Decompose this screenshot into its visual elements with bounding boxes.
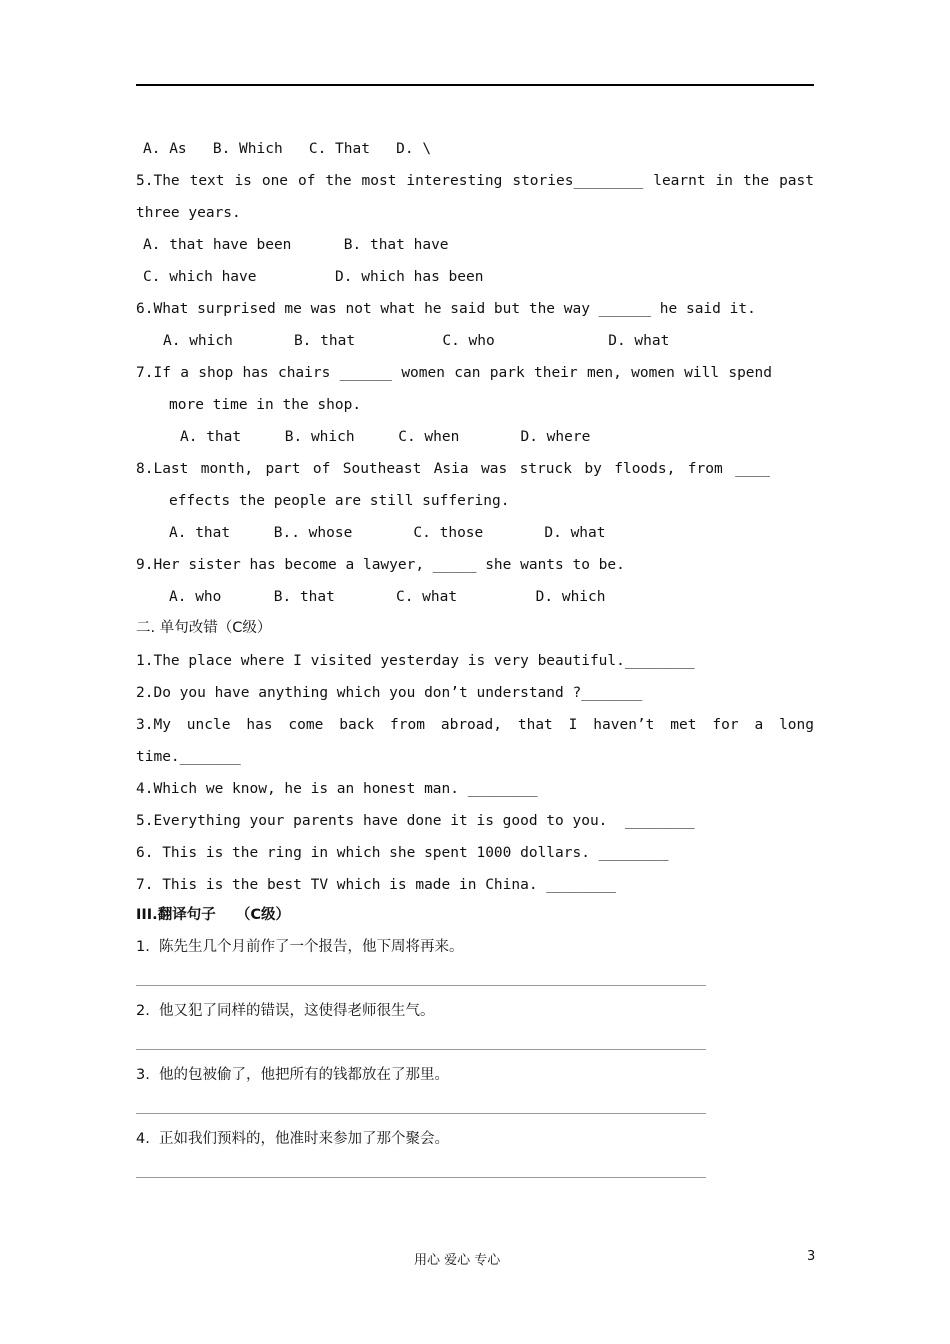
correction-2: 2.Do you have anything which you don’t understand ?_______ xyxy=(136,685,643,701)
q8-stem-line2: effects the people are still suffering. xyxy=(169,493,510,509)
footer-motto: 用心 爱心 专心 xyxy=(414,1253,501,1268)
answer-line-4 xyxy=(136,1177,706,1178)
translation-1: 1. 陈先生几个月前作了一个报告，他下周将再来。 xyxy=(136,939,464,955)
q5-options-1: A. that have been B. that have xyxy=(143,237,449,253)
q5-stem-line2: three years. xyxy=(136,205,241,221)
q9-stem: 9.Her sister has become a lawyer, _____ she wants to be. xyxy=(136,557,625,573)
correction-5: 5.Everything your parents have done it is good to you. ________ xyxy=(136,813,695,829)
translation-4: 4. 正如我们预料的，他准时来参加了那个聚会。 xyxy=(136,1131,450,1147)
correction-3-line1: 3.My uncle has come back from abroad, that I haven’t met for a long xyxy=(136,717,814,733)
correction-4: 4.Which we know, he is an honest man. ________ xyxy=(136,781,538,797)
answer-line-3 xyxy=(136,1113,706,1114)
q5-stem-line1: 5.The text is one of the most interesting stories________ learnt in the past xyxy=(136,173,814,189)
translation-2: 2. 他又犯了同样的错误，这使得老师很生气。 xyxy=(136,1003,435,1019)
q7-stem-line2: more time in the shop. xyxy=(169,397,362,413)
q6-options: A. which B. that C. who D. what xyxy=(163,333,670,349)
q7-stem-line1: 7.If a shop has chairs ______ women can park their men, women will spend xyxy=(136,365,772,381)
q8-stem-line1: 8.Last month, part of Southeast Asia was struck by floods, from ____ xyxy=(136,461,770,477)
correction-1: 1.The place where I visited yesterday is very beautiful.________ xyxy=(136,653,695,669)
translation-3: 3. 他的包被偷了，他把所有的钱都放在了那里。 xyxy=(136,1067,450,1083)
section3-title: III.翻译句子 （C级） xyxy=(136,907,291,923)
correction-7: 7. This is the best TV which is made in China. ________ xyxy=(136,877,617,893)
correction-6: 6. This is the ring in which she spent 1000 dollars. ________ xyxy=(136,845,669,861)
header-rule xyxy=(136,84,814,86)
correction-3-line2: time._______ xyxy=(136,749,241,765)
q7-options: A. that B. which C. when D. where xyxy=(180,429,591,445)
q5-options-2: C. which have D. which has been xyxy=(143,269,484,285)
q9-options: A. who B. that C. what D. which xyxy=(169,589,606,605)
answer-line-2 xyxy=(136,1049,706,1050)
section2-title: 二. 单句改错（C级） xyxy=(136,620,272,636)
q8-options: A. that B.. whose C. those D. what xyxy=(169,525,606,541)
q6-stem: 6.What surprised me was not what he said but the way ______ he said it. xyxy=(136,301,756,317)
q4-options: A. As B. Which C. That D. \ xyxy=(143,141,432,157)
answer-line-1 xyxy=(136,985,706,986)
page-number: 3 xyxy=(807,1249,816,1264)
